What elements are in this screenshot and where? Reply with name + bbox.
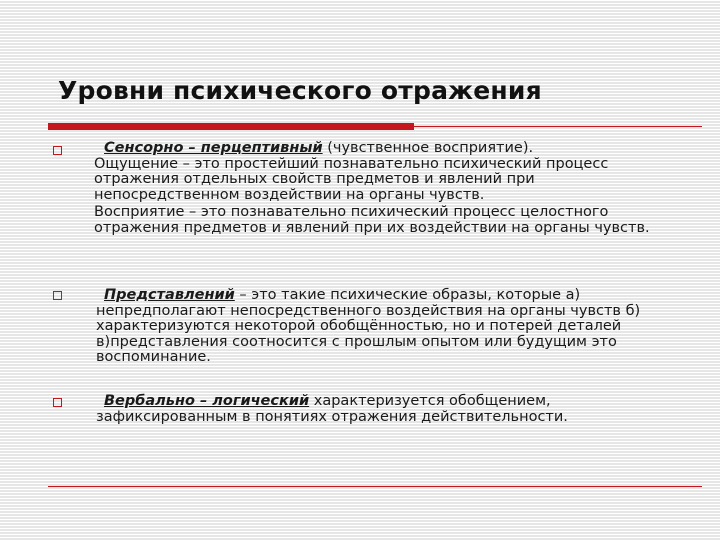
term-label: Сенсорно – перцептивный: [104, 140, 323, 156]
term-description: характеризуется обобщением, зафиксированным в понятиях отражения действительности.: [96, 393, 568, 425]
slide-title: Уровни психического отражения: [58, 76, 542, 105]
footer-divider: [48, 486, 702, 487]
hollow-square-bullet-icon: [53, 146, 62, 155]
definition-paragraph: Восприятие – это познавательно психический процесс целостного отражения предметов и явлений при их воздействии на органы чувств.: [94, 204, 650, 236]
hollow-square-bullet-icon: [53, 398, 62, 407]
title-underline-thin: [414, 126, 702, 127]
term-description: (чувственное восприятие).: [322, 140, 534, 156]
bullet-paragraph: [96, 288, 676, 366]
term-description: – это такие психические образы, которые а) непредполагают непосредственного воздействия на органы чувств б) характеризуются некоторой обобщённостью, но и потерей деталей в)представления соотносится с прошлым опытом или будущим это воспоминание.: [96, 287, 641, 365]
bullet-text: [96, 394, 676, 425]
bullet-heading-line: [96, 141, 676, 157]
term-label: Представлений: [104, 287, 235, 303]
definition-paragraph: Ощущение – это простейший познавательно психический процесс отражения отдельных свойств предметов и явлений при непосредственном воздействии на органы чувств.: [94, 155, 609, 203]
bullet-text: [96, 288, 676, 366]
title-underline-bar: [48, 123, 414, 130]
bullet-text: [96, 141, 676, 236]
bullet-paragraph: [96, 394, 676, 425]
hollow-square-bullet-icon: [53, 291, 62, 300]
term-label: Вербально – логический: [104, 393, 310, 409]
